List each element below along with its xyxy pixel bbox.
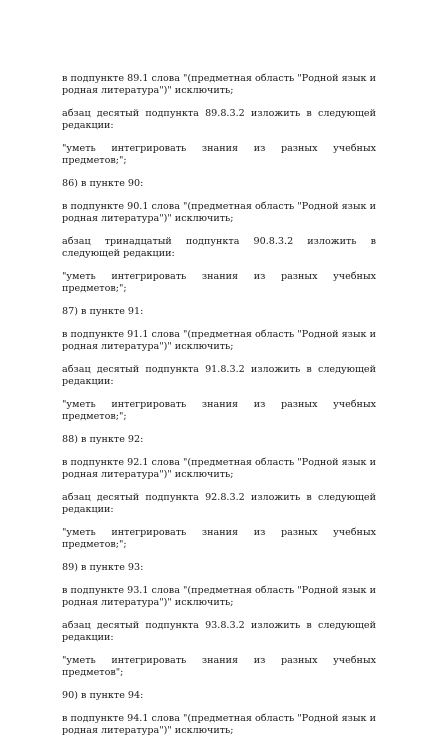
paragraph: "уметь интегрировать знания из разных учебных предметов;"; (62, 271, 376, 294)
paragraph: "уметь интегрировать знания из разных учебных предметов;"; (62, 399, 376, 422)
paragraph: "уметь интегрировать знания из разных учебных предметов"; (62, 655, 376, 678)
paragraph: 89) в пункте 93: (62, 562, 144, 573)
paragraph: "уметь интегрировать знания из разных учебных предметов;"; (62, 143, 376, 166)
paragraph: в подпункте 89.1 слова "(предметная область "Родной язык и родная литература")" исключить; (62, 73, 376, 96)
document-body (62, 73, 376, 748)
paragraph: абзац десятый подпункта 93.8.3.2 изложить в следующей редакции: (62, 620, 376, 643)
paragraph: "уметь интегрировать знания из разных учебных предметов;"; (62, 527, 376, 550)
paragraph: абзац тринадцатый подпункта 90.8.3.2 изложить в следующей редакции: (62, 236, 376, 259)
paragraph: абзац десятый подпункта 91.8.3.2 изложить в следующей редакции: (62, 364, 376, 387)
paragraph: абзац десятый подпункта 89.8.3.2 изложить в следующей редакции: (62, 108, 376, 131)
paragraph: в подпункте 92.1 слова "(предметная область "Родной язык и родная литература")" исключить; (62, 457, 376, 480)
paragraph: в подпункте 94.1 слова "(предметная область "Родной язык и родная литература")" исключить; (62, 713, 376, 736)
paragraph: 90) в пункте 94: (62, 690, 144, 701)
paragraph: 88) в пункте 92: (62, 434, 144, 445)
paragraph: в подпункте 90.1 слова "(предметная область "Родной язык и родная литература")" исключить; (62, 201, 376, 224)
paragraph: в подпункте 91.1 слова "(предметная область "Родной язык и родная литература")" исключить; (62, 329, 376, 352)
paragraph: абзац десятый подпункта 92.8.3.2 изложить в следующей редакции: (62, 492, 376, 515)
paragraph: в подпункте 93.1 слова "(предметная область "Родной язык и родная литература")" исключить; (62, 585, 376, 608)
paragraph: 87) в пункте 91: (62, 306, 144, 317)
paragraph: 86) в пункте 90: (62, 178, 144, 189)
